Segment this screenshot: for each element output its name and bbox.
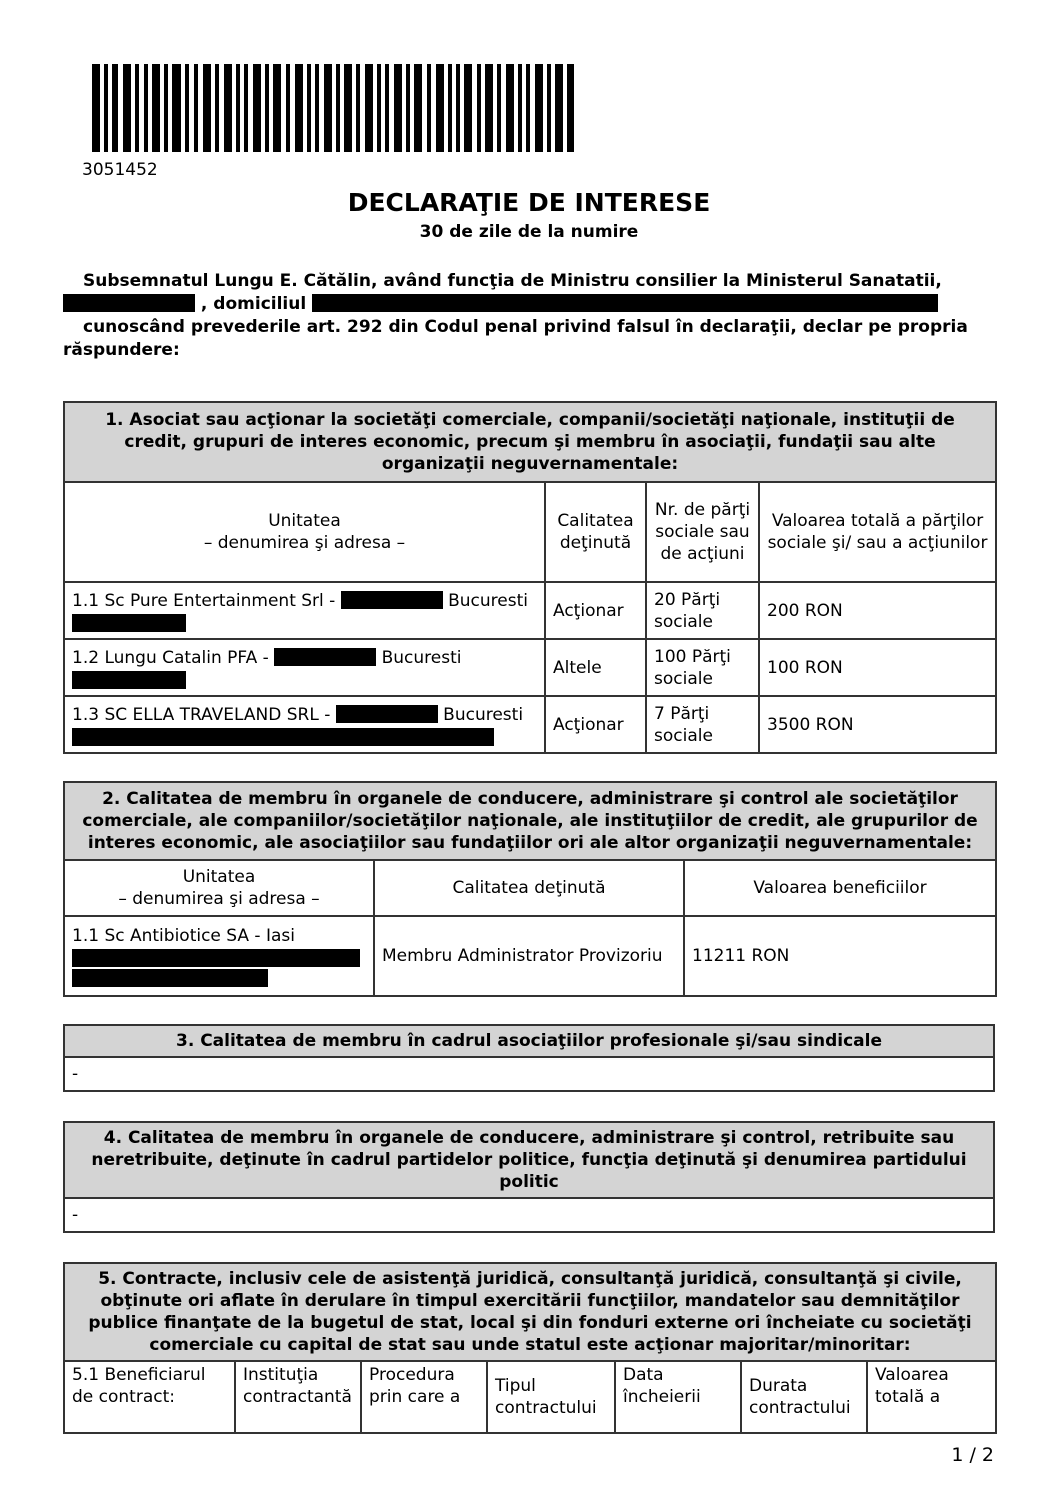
section-1-title: 1. Asociat sau acţionar la societăţi comerciale, companii/societăţi naţionale, instituţii de credit, grupuri de interes economic, precum şi membru în asociaţii, fundaţii sau alte organizaţii neguvernamentale: bbox=[64, 402, 996, 482]
role-cell: Membru Administrator Provizoriu bbox=[374, 916, 684, 996]
redaction bbox=[341, 591, 443, 609]
section-3-title: 3. Calitatea de membru în cadrul asociaţiilor profesionale şi/sau sindicale bbox=[64, 1025, 994, 1057]
redaction bbox=[72, 949, 360, 967]
shares-cell: 100 Părţi sociale bbox=[646, 639, 759, 696]
header-duration: Durata contractului bbox=[741, 1361, 867, 1433]
redaction bbox=[72, 969, 268, 987]
value-cell: 3500 RON bbox=[759, 696, 996, 753]
table-row bbox=[64, 916, 996, 996]
intro-line-3: cunoscând prevederile art. 292 din Codul penal privind falsul în declaraţii, declar pe propria bbox=[83, 317, 968, 337]
section-3-value: - bbox=[64, 1057, 994, 1091]
redaction bbox=[72, 614, 186, 632]
table-row bbox=[64, 639, 996, 696]
header-procedure: Procedura prin care a bbox=[361, 1361, 487, 1433]
section-4-table bbox=[63, 1121, 995, 1233]
role-cell: Altele bbox=[545, 639, 646, 696]
header-unit: Unitatea – denumirea şi adresa – bbox=[64, 482, 545, 582]
barcode bbox=[92, 64, 574, 152]
redaction bbox=[72, 728, 494, 746]
page-title: DECLARAŢIE DE INTERESE bbox=[347, 188, 711, 217]
section-5-title: 5. Contracte, inclusiv cele de asistenţă juridică, consultanţă juridică, consultanţă şi civile, obţinute ori aflate în derulare în timpul exercitării funcţiilor, mandatelor sau demnităţilor publice finanţate de la bugetul de stat, local şi din fonduri externe ori încheiate cu societăţi comerciale cu capital de stat sau unde statul este acţionar majoritar/minoritar: bbox=[64, 1263, 996, 1361]
header-shares: Nr. de părţi sociale sau de acţiuni bbox=[646, 482, 759, 582]
shares-cell: 20 Părţi sociale bbox=[646, 582, 759, 639]
page-number: 1 / 2 bbox=[951, 1444, 994, 1466]
header-contract-type: Tipul contractului bbox=[487, 1361, 615, 1433]
unit-cell: 1.3 SC ELLA TRAVELAND SRL - Bucuresti bbox=[64, 696, 545, 753]
value-cell: 11211 RON bbox=[684, 916, 996, 996]
value-cell: 200 RON bbox=[759, 582, 996, 639]
section-2-table bbox=[63, 781, 997, 997]
header-total-value: Valoarea totală a bbox=[867, 1361, 996, 1433]
page-subtitle: 30 de zile de la numire bbox=[419, 222, 639, 242]
redaction-address bbox=[312, 294, 938, 312]
header-role: Calitatea deţinută bbox=[545, 482, 646, 582]
redaction bbox=[72, 671, 186, 689]
section-4-value: - bbox=[64, 1198, 994, 1232]
table-row bbox=[64, 696, 996, 753]
unit-cell: 1.1 Sc Pure Entertainment Srl - Bucuresti bbox=[64, 582, 545, 639]
header-institution: Instituţia contractantă bbox=[235, 1361, 361, 1433]
section-5-table bbox=[63, 1262, 997, 1434]
header-role: Calitatea deţinută bbox=[374, 860, 684, 916]
value-cell: 100 RON bbox=[759, 639, 996, 696]
header-unit: Unitatea – denumirea şi adresa – bbox=[64, 860, 374, 916]
shares-cell: 7 Părţi sociale bbox=[646, 696, 759, 753]
intro-line-1: Subsemnatul Lungu E. Cătălin, având funcţia de Ministru consilier la Ministerul Sanatatii, bbox=[83, 271, 942, 291]
redaction-cnp bbox=[63, 294, 195, 312]
header-value: Valoarea totală a părţilor sociale şi/ sau a acţiunilor bbox=[759, 482, 996, 582]
section-3-table bbox=[63, 1024, 995, 1092]
redaction bbox=[274, 648, 376, 666]
intro-line-2: , domiciliul bbox=[63, 293, 963, 316]
intro-line-4: răspundere: bbox=[63, 340, 180, 360]
section-1-table bbox=[63, 401, 997, 754]
header-date: Data încheierii bbox=[615, 1361, 741, 1433]
table-row bbox=[64, 582, 996, 639]
header-benefits: Valoarea beneficiilor bbox=[684, 860, 996, 916]
role-cell: Acţionar bbox=[545, 696, 646, 753]
section-4-title: 4. Calitatea de membru în organele de conducere, administrare şi control, retribuite sau neretribuite, deţinute în cadrul partidelor politice, funcţia deţinută şi denumirea partidului politic bbox=[64, 1122, 994, 1198]
document-number: 3051452 bbox=[82, 160, 158, 180]
unit-cell: 1.1 Sc Antibiotice SA - Iasi bbox=[64, 916, 374, 996]
role-cell: Acţionar bbox=[545, 582, 646, 639]
header-beneficiary: 5.1 Beneficiarul de contract: bbox=[64, 1361, 235, 1433]
section-2-title: 2. Calitatea de membru în organele de conducere, administrare şi control ale societăţilor comerciale, ale companiilor/societăţilor naţionale, ale instituţiilor de credit, ale grupurilor de interes economic, ale asociaţiilor sau fundaţiilor ori ale altor organizaţii neguvernamentale: bbox=[64, 782, 996, 860]
unit-cell: 1.2 Lungu Catalin PFA - Bucuresti bbox=[64, 639, 545, 696]
redaction bbox=[336, 705, 438, 723]
